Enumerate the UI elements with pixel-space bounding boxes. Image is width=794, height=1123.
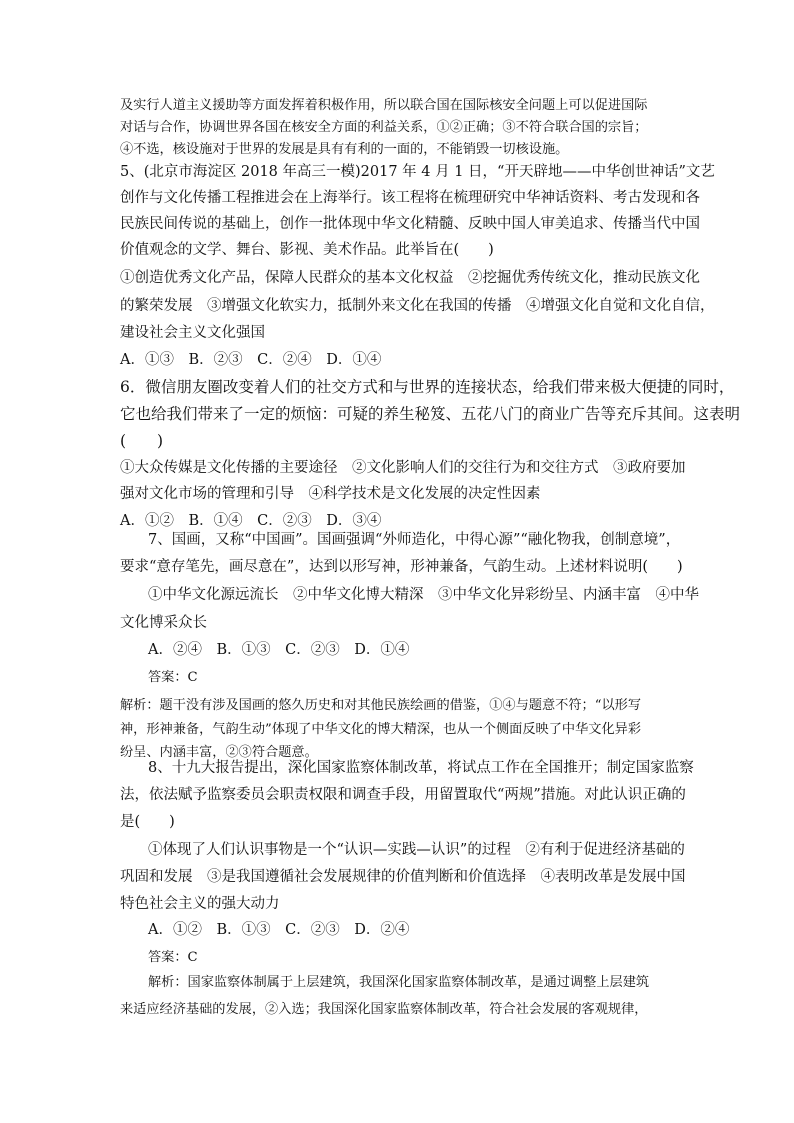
question-8-choices: A．①② B．①③ C．②③ D．②④ — [148, 922, 410, 938]
text-line: ④不选，核设施对于世界的发展是具有有利的一面的，不能销毁一切核设施。 — [120, 142, 569, 157]
text-line: 纷呈、内涵丰富，②③符合题意。 — [120, 745, 318, 760]
question-6-options: ①大众传媒是文化传播的主要途径 ②文化影响人们的交往行为和交往方式 ③政府要加 — [120, 460, 686, 476]
question-5-options: ①创造优秀文化产品，保障人民群众的基本文化权益 ②挖掘优秀传统文化，推动民族文化 — [120, 270, 700, 286]
text-line: 创作与文化传播工程推进会在上海举行。该工程将在梳理研究中华神话资料、考古发现和各 — [120, 190, 700, 206]
question-7-options: ①中华文化源远流长 ②中华文化博大精深 ③中华文化异彩纷呈、内涵丰富 ④中华 — [148, 587, 699, 603]
text-line: 来适应经济基础的发展，②入选；我国深化国家监察体制改革，符合社会发展的客观规律， — [120, 1002, 648, 1017]
text-line: 法，依法赋予监察委员会职责权限和调查手段，用留置取代“两规”措施。对此认识正确的 — [120, 787, 686, 803]
answer-label: 答案：C — [148, 670, 198, 685]
text-line: 的繁荣发展 ③增强文化软实力，抵制外来文化在我国的传播 ④增强文化自觉和文化自信， — [120, 298, 715, 314]
text-line: 特色社会主义的强大动力 — [120, 896, 280, 912]
question-8-options: ①体现了人们认识事物是一个“认识—实践—认识”的过程 ②有利于促进经济基础的 — [148, 842, 685, 858]
text-line: 它也给我们带来了一定的烦恼：可疑的养生秘笈、五花八门的商业广告等充斥其间。这表明 — [120, 405, 741, 423]
question-6-stem: 6．微信朋友圈改变着人们的社交方式和与世界的连接状态，给我们带来极大便捷的同时， — [120, 378, 735, 396]
text-line: 要求“意存笔先，画尽意在”，达到以形写神，形神兼备，气韵生动。上述材料说明( ) — [120, 559, 683, 575]
text-line: 建设社会主义文化强国 — [120, 325, 265, 341]
text-line: 强对文化市场的管理和引导 ④科学技术是文化发展的决定性因素 — [120, 486, 541, 502]
question-6-choices: A．①② B．①④ C．②③ D．③④ — [120, 513, 382, 529]
question-8-stem: 8、十九大报告提出，深化国家监察体制改革，将试点工作在全国推开；制定国家监察 — [148, 760, 694, 776]
answer-label: 答案：C — [148, 950, 198, 965]
text-line: ( ) — [120, 432, 164, 450]
question-5-stem: 5、(北京市海淀区 2018 年高三一模)2017 年 4 月 1 日，“开天辟地——中华创世神话”文艺 — [120, 164, 715, 180]
text-line: 民族民间传说的基础上，创作一批体现中华文化精髓、反映中国人审美追求、传播当代中国 — [120, 216, 700, 232]
text-line: 是( ) — [120, 814, 175, 830]
text-line: 神，形神兼备，气韵生动”体现了中华文化的博大精深，也从一个侧面反映了中华文化异彩 — [120, 722, 642, 737]
question-7-choices: A．②④ B．①③ C．②③ D．①④ — [148, 642, 410, 658]
analysis-text: 解析：国家监察体制属于上层建筑，我国深化国家监察体制改革，是通过调整上层建筑 — [148, 975, 650, 990]
text-line: 对话与合作，协调世界各国在核安全方面的利益关系，①②正确；③不符合联合国的宗旨； — [120, 120, 648, 135]
text-line: 价值观念的文学、舞台、影视、美术作品。此举旨在( ) — [120, 242, 494, 258]
analysis-text: 解析：题干没有涉及国画的悠久历史和对其他民族绘画的借鉴，①④与题意不符；“以形写 — [120, 698, 642, 713]
question-5-choices: A．①③ B．②③ C．②④ D．①④ — [120, 352, 382, 368]
text-line: 巩固和发展 ③是我国遵循社会发展规律的价值判断和价值选择 ④表明改革是发展中国 — [120, 869, 686, 885]
question-7-stem: 7、国画，又称“中国画”。国画强调“外师造化，中得心源”“融化物我，创制意境”， — [148, 532, 681, 548]
text-line: 文化博采众长 — [120, 615, 207, 631]
text-line: 及实行人道主义援助等方面发挥着积极作用，所以联合国在国际核安全问题上可以促进国际 — [120, 98, 648, 113]
